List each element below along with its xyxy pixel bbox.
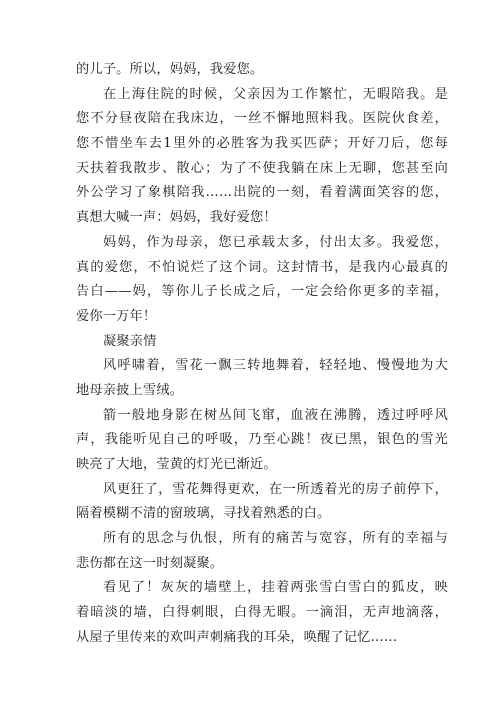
section-heading: 凝聚亲情 [103,333,157,349]
article-body [76,58,448,651]
text-line: 从屋子里传来的欢叫声刺痛我的耳朵，唤醒了记忆…… [76,629,398,645]
text-line: 真的爱您，不怕说烂了这个词。这封情书，是我内心最真的 [76,259,448,275]
text-line: 天扶着我散步、散心；为了不使我躺在床上无聊，您甚至向 [76,160,448,176]
text-line: 真想大喊一声：妈妈，我好爱您！ [76,210,277,226]
text-line: 箭一般地身影在树丛间飞窜，血液在沸腾，透过呼呼风 [103,407,448,423]
text-line: 映亮了大地，莹黄的灯光已渐近。 [76,457,277,472]
text-line: 风更狂了，雪花舞得更欢，在一所透着光的房子前停下， [103,481,448,497]
text-line: 外公学习了象棋陪我……出院的一刻，看着满面笑容的您， [76,185,448,201]
text-line: 的儿子。所以，妈妈，我爱您。 [76,62,264,77]
text-line: 风呼啸着，雪花一飘三转地舞着，轻轻地、慢慢地为大 [103,358,448,374]
text-line: 妈妈，作为母亲，您已承载太多，付出太多。我爱您， [103,234,448,250]
text-line: 着暗淡的墙，白得刺眼，白得无暇。一滴泪，无声地滴落， [76,605,448,621]
text-line: 在上海住院的时候，父亲因为工作繁忙，无暇陪我。是 [103,86,448,102]
text-line: 地母亲披上雪绒。 [76,382,184,398]
text-line: 所有的思念与仇恨，所有的痛苦与宽容，所有的幸福与 [103,531,448,547]
text-line: 爱你一万年！ [76,308,157,324]
text-line: 您不分昼夜陪在我床边，一丝不懈地照料我。医院伙食差， [76,111,448,127]
text-line: 您不惜坐车去1里外的必胜客为我买匹萨；开好刀后，您每 [76,136,448,152]
text-line: 声，我能听见自己的呼吸，乃至心跳！夜已黑，银色的雪光 [76,432,448,448]
text-line: 悲伤都在这一时刻凝聚。 [76,555,224,571]
text-line: 告白——妈，等你儿子长成之后，一定会给你更多的幸福， [76,284,448,300]
text-line: 隔着模糊不清的窗玻璃，寻找着熟悉的白。 [76,506,331,522]
text-line: 看见了！灰灰的墙壁上，挂着两张雪白雪白的狐皮，映 [103,580,448,596]
